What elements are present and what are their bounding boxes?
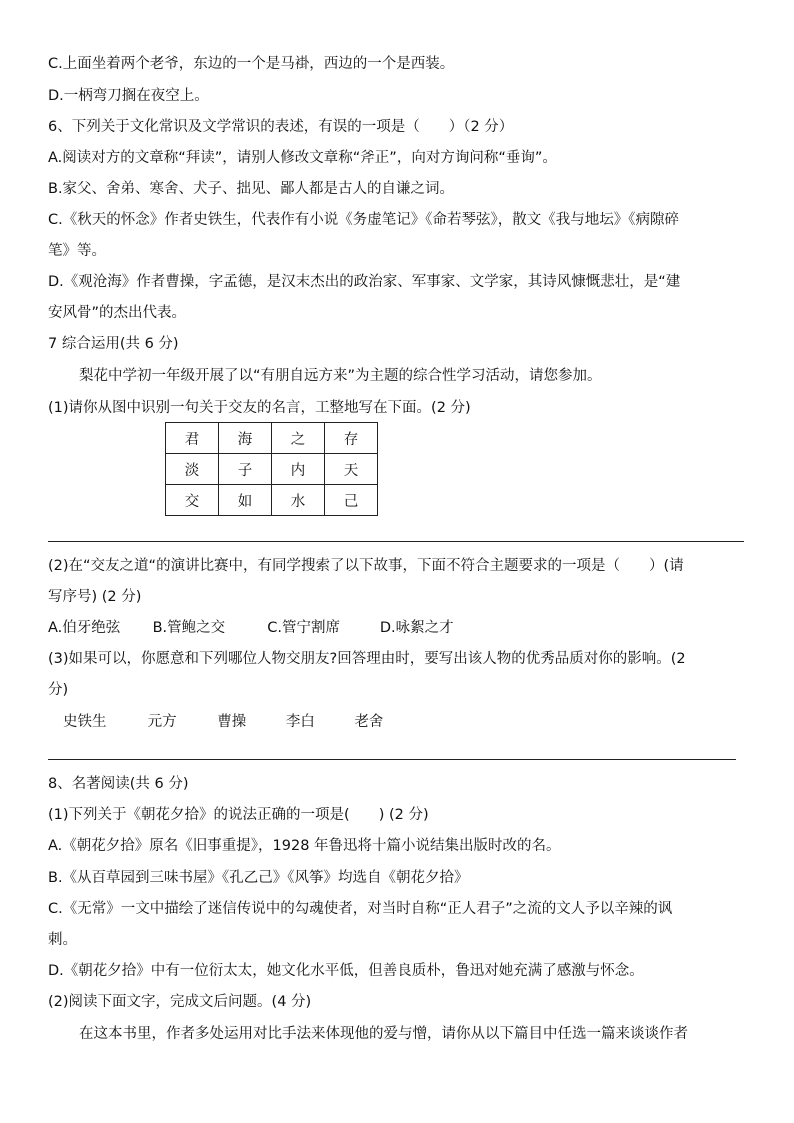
grid-cell: 淡 <box>166 454 219 485</box>
grid-cell: 己 <box>325 485 378 516</box>
grid-cell: 之 <box>272 423 325 454</box>
q8-part2: (2)阅读下面文字，完成文后问题。(4 分) <box>48 994 312 1010</box>
q8-option-c-line2: 刺。 <box>48 932 77 948</box>
grid-cell: 如 <box>219 485 272 516</box>
grid-cell: 交 <box>166 485 219 516</box>
q7-part3-line1: (3)如果可以，你愿意和下列哪位人物交朋友?回答理由时，要写出该人物的优秀品质对你的影响。(2 <box>48 651 686 667</box>
q8-option-d: D.《朝花夕拾》中有一位衍太太，她文化水平低，但善良质朴，鲁迅对她充满了感激与怀念。 <box>48 963 644 979</box>
option-item: A.伯牙绝弦 <box>48 620 121 636</box>
answer-line-1[interactable] <box>48 541 744 542</box>
person-name: 史铁生 <box>63 714 107 730</box>
grid-cell: 海 <box>219 423 272 454</box>
q7-part3-line2: 分) <box>48 682 69 698</box>
option-c-line: C.上面坐着两个老爷，东边的一个是马褂，西边的一个是西装。 <box>48 56 455 72</box>
grid-cell: 天 <box>325 454 378 485</box>
question-7-title: 7 综合运用(共 6 分) <box>48 336 179 352</box>
grid-row <box>166 485 378 516</box>
grid-cell: 水 <box>272 485 325 516</box>
option-d-line: D.一柄弯刀搁在夜空上。 <box>48 88 209 104</box>
character-grid <box>165 422 378 516</box>
question-6-title: 6、下列关于文化常识及文学常识的表述，有误的一项是（ ）（2 分） <box>48 119 514 135</box>
option-item: D.咏絮之才 <box>379 620 454 636</box>
q8-option-a: A.《朝花夕拾》原名《旧事重提》，1928 年鲁迅将十篇小说结集出版时改的名。 <box>48 838 561 854</box>
option-item: C.管宁割席 <box>267 620 340 636</box>
person-name: 元方 <box>147 714 177 730</box>
q7-part2-line2: 写序号) (2 分) <box>48 589 142 605</box>
q6-option-c-line2: 笔》等。 <box>48 243 106 259</box>
answer-line-2[interactable] <box>48 759 736 760</box>
people-list <box>63 712 748 732</box>
q8-part1: (1)下列关于《朝花夕拾》的说法正确的一项是( ) (2 分) <box>48 807 429 823</box>
person-name: 老舍 <box>354 714 384 730</box>
q8-option-c-line1: C.《无常》一文中描绘了迷信传说中的勾魂使者，对当时自称“正人君子”之流的文人予以辛辣的讽 <box>48 901 673 917</box>
grid-row <box>166 423 378 454</box>
q7-part1: (1)请你从图中识别一句关于交友的名言，工整地写在下面。(2 分) <box>48 400 471 416</box>
q6-option-c-line1: C.《秋天的怀念》作者史铁生，代表作有小说《务虚笔记》《命若琴弦》，散文《我与地坛》《病隙碎 <box>48 212 679 228</box>
q8-option-b: B.《从百草园到三味书屋》《孔乙己》《风筝》均选自《朝花夕拾》 <box>48 870 469 886</box>
grid-cell: 存 <box>325 423 378 454</box>
q7-part2-options <box>48 618 748 638</box>
q6-option-d-line2: 安风骨”的杰出代表。 <box>48 305 187 321</box>
grid-row <box>166 454 378 485</box>
grid-cell: 内 <box>272 454 325 485</box>
grid-cell: 子 <box>219 454 272 485</box>
q6-option-b: B.家父、舍弟、寒舍、犬子、拙见、鄙人都是古人的自谦之词。 <box>48 181 455 197</box>
option-item: B.管鲍之交 <box>152 620 226 636</box>
q6-option-d-line1: D.《观沧海》作者曹操，字孟德，是汉末杰出的政治家、军事家、文学家，其诗风慷慨悲壮，是“建 <box>48 274 681 290</box>
question-8-title: 8、名著阅读(共 6 分) <box>48 776 189 792</box>
grid-cell: 君 <box>166 423 219 454</box>
person-name: 李白 <box>285 714 315 730</box>
person-name: 曹操 <box>217 714 247 730</box>
q7-intro: 梨花中学初一年级开展了以“有朋自远方来”为主题的综合性学习活动，请您参加。 <box>79 368 602 384</box>
q7-part2-line1: (2)在“交友之道“的演讲比赛中，有同学搜索了以下故事，下面不符合主题要求的一项是（ ）(请 <box>48 558 684 574</box>
q8-part2-text: 在这本书里，作者多处运用对比手法来体现他的爱与憎，请你从以下篇目中任选一篇来谈谈作者 <box>79 1026 688 1042</box>
q6-option-a: A.阅读对方的文章称“拜读”，请别人修改文章称“斧正”，向对方询问称“垂询”。 <box>48 150 557 166</box>
